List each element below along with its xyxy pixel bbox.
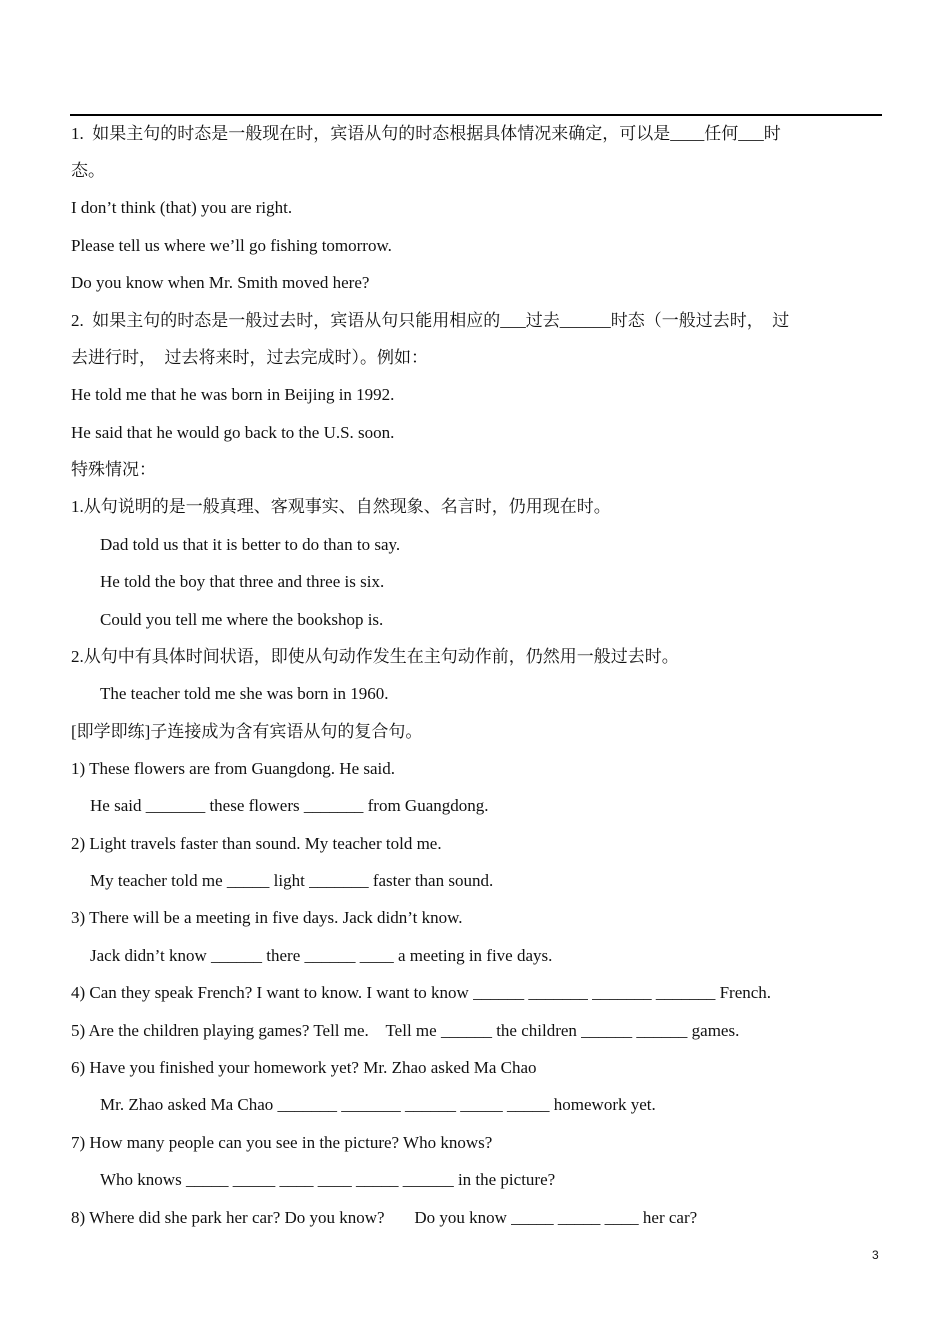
special-case-2: 2.从句中有具体时间状语，即使从句动作发生在主句动作前，仍然用一般过去时。 <box>71 647 679 666</box>
exercise-4: 4) Can they speak French? I want to know. I want to know ______ _______ _______ _______ French. <box>71 983 772 1002</box>
example-sentence: He said that he would go back to the U.S. soon. <box>71 423 395 442</box>
exercise-7-answer: Who knows _____ _____ ____ ____ _____ ______ in the picture? <box>100 1170 556 1189</box>
example-sentence: Please tell us where we’ll go fishing tomorrow. <box>71 236 392 255</box>
header-rule <box>70 114 882 116</box>
example-sentence: Dad told us that it is better to do than to say. <box>100 535 401 554</box>
exercise-1-prompt: 1) These flowers are from Guangdong. He said. <box>71 759 396 778</box>
page-number: 3 <box>872 1248 879 1262</box>
exercise-6-answer: Mr. Zhao asked Ma Chao _______ _______ ______ _____ _____ homework yet. <box>100 1095 656 1114</box>
exercise-3-answer: Jack didn’t know ______ there ______ ____ a meeting in five days. <box>90 946 553 965</box>
exercise-heading: [即学即练]子连接成为含有宾语从句的复合句。 <box>71 722 423 741</box>
exercise-8: 8) Where did she park her car? Do you know? Do you know _____ _____ ____ her car? <box>71 1208 698 1227</box>
rule-1-text-line1: 1. 如果主句的时态是一般现在时，宾语从句的时态根据具体情况来确定，可以是____任何___时 <box>71 124 781 143</box>
example-sentence: Could you tell me where the bookshop is. <box>100 610 384 629</box>
exercise-2-answer: My teacher told me _____ light _______ faster than sound. <box>90 871 494 890</box>
exercise-7-prompt: 7) How many people can you see in the picture? Who knows? <box>71 1133 493 1152</box>
special-case-1: 1.从句说明的是一般真理、客观事实、自然现象、名言时，仍用现在时。 <box>71 497 611 516</box>
example-sentence: Do you know when Mr. Smith moved here? <box>71 273 370 292</box>
exercise-1-answer: He said _______ these flowers _______ from Guangdong. <box>90 796 489 815</box>
rule-1-text-line2: 态。 <box>71 161 105 180</box>
rule-2-text-line2: 去进行时， 过去将来时，过去完成时）。例如： <box>71 348 428 367</box>
exercise-2-prompt: 2) Light travels faster than sound. My teacher told me. <box>71 834 442 853</box>
example-sentence: He told the boy that three and three is six. <box>100 572 385 591</box>
rule-2-text-line1: 2. 如果主句的时态是一般过去时，宾语从句只能用相应的___过去______时态（一般过去时， 过 <box>71 311 790 330</box>
exercise-3-prompt: 3) There will be a meeting in five days. Jack didn’t know. <box>71 908 463 927</box>
exercise-6-prompt: 6) Have you finished your homework yet? Mr. Zhao asked Ma Chao <box>71 1058 537 1077</box>
example-sentence: He told me that he was born in Beijing in 1992. <box>71 385 395 404</box>
special-cases-heading: 特殊情况： <box>71 460 156 479</box>
exercise-5: 5) Are the children playing games? Tell me. Tell me ______ the children ______ ______ games. <box>71 1021 740 1040</box>
example-sentence: The teacher told me she was born in 1960. <box>100 684 389 703</box>
example-sentence: I don’t think (that) you are right. <box>71 198 293 217</box>
